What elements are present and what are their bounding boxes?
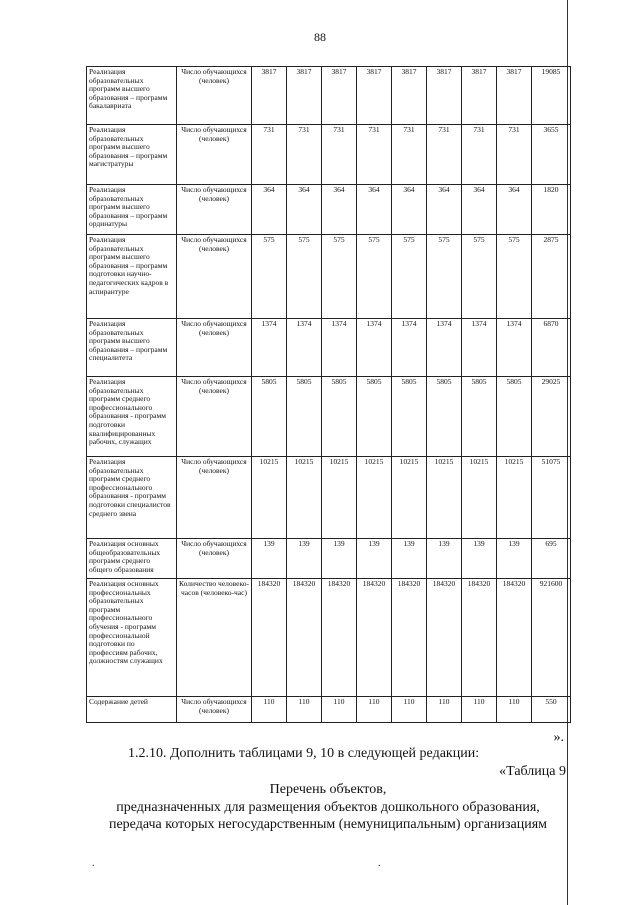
row-unit-cell: Число обучающихся (человек) [177,539,252,579]
row-value-cell: 1374 [287,319,322,377]
row-total-cell: 6870 [532,319,571,377]
row-unit-cell: Число обучающихся (человек) [177,235,252,319]
row-value-cell: 1374 [322,319,357,377]
footer-mark-right: . [378,858,381,869]
row-value-cell: 10215 [392,457,427,539]
row-unit-cell: Число обучающихся (человек) [177,125,252,185]
row-value-cell: 139 [392,539,427,579]
row-value-cell: 5805 [497,377,532,457]
table-row [87,457,571,539]
row-value-cell: 364 [497,185,532,235]
row-value-cell: 5805 [427,377,462,457]
row-value-cell: 575 [357,235,392,319]
row-name-cell: Реализация образовательных программ высшего образования – программ магистратуры [87,125,177,185]
row-value-cell: 364 [392,185,427,235]
row-value-cell: 10215 [287,457,322,539]
row-value-cell: 3817 [497,67,532,125]
row-value-cell: 1374 [427,319,462,377]
table-row [87,539,571,579]
row-value-cell: 575 [287,235,322,319]
row-value-cell: 5805 [322,377,357,457]
row-unit-cell: Число обучающихся (человек) [177,377,252,457]
row-name-cell: Реализация основных общеобразовательных программ среднего общего образования [87,539,177,579]
row-value-cell: 731 [427,125,462,185]
table-row [87,319,571,377]
row-value-cell: 1374 [462,319,497,377]
row-value-cell: 184320 [252,579,287,697]
table-row [87,377,571,457]
row-value-cell: 139 [462,539,497,579]
row-unit-cell: Число обучающихся (человек) [177,319,252,377]
row-value-cell: 364 [252,185,287,235]
row-value-cell: 3817 [427,67,462,125]
list-heading-line-3: передача которых негосударственным (немуниципальным) организациям [108,817,548,832]
row-value-cell: 3817 [322,67,357,125]
row-value-cell: 139 [357,539,392,579]
row-unit-cell: Число обучающихся (человек) [177,67,252,125]
row-value-cell: 110 [252,697,287,723]
row-name-cell: Реализация образовательных программ высшего образования – программ бакалавриата [87,67,177,125]
row-total-cell: 29025 [532,377,571,457]
closing-quote: ». [553,730,564,745]
list-heading-line-1: Перечень объектов, [269,782,387,797]
row-value-cell: 10215 [322,457,357,539]
row-value-cell: 731 [497,125,532,185]
row-name-cell: Реализация образовательных программ высшего образования – программ подготовки научно-педагогических кадров в аспирантуре [87,235,177,319]
row-value-cell: 364 [357,185,392,235]
row-value-cell: 731 [287,125,322,185]
row-value-cell: 364 [462,185,497,235]
row-total-cell: 921600 [532,579,571,697]
row-value-cell: 575 [322,235,357,319]
table-row [87,235,571,319]
row-name-cell: Реализация основных профессиональных образовательных программ профессионального обучения - программ профессиональной подготовки по профессиям рабочих, должностям служащих [87,579,177,697]
row-unit-cell: Число обучающихся (человек) [177,185,252,235]
page-number: 88 [314,30,326,44]
row-unit-cell: Число обучающихся (человек) [177,457,252,539]
row-value-cell: 10215 [427,457,462,539]
row-value-cell: 110 [392,697,427,723]
row-value-cell: 10215 [357,457,392,539]
row-value-cell: 110 [497,697,532,723]
row-value-cell: 10215 [252,457,287,539]
row-value-cell: 1374 [357,319,392,377]
row-name-cell: Реализация образовательных программ среднего профессионального образования - программ подготовки специалистов среднего звена [87,457,177,539]
row-value-cell: 575 [392,235,427,319]
row-value-cell: 139 [322,539,357,579]
row-unit-cell: Количество человеко-часов (человеко-час) [177,579,252,697]
list-heading-line-2: предназначенных для размещения объектов дошкольного образования, [116,800,540,815]
table-9-label: «Таблица 9 [499,764,566,779]
row-value-cell: 110 [322,697,357,723]
row-name-cell: Реализация образовательных программ высшего образования – программ специалитета [87,319,177,377]
row-value-cell: 731 [462,125,497,185]
row-value-cell: 184320 [392,579,427,697]
row-value-cell: 3817 [287,67,322,125]
row-value-cell: 110 [357,697,392,723]
row-value-cell: 1374 [252,319,287,377]
row-value-cell: 731 [322,125,357,185]
row-value-cell: 1374 [497,319,532,377]
row-name-cell: Реализация образовательных программ высшего образования – программ ординатуры [87,185,177,235]
row-total-cell: 2875 [532,235,571,319]
row-value-cell: 139 [427,539,462,579]
row-total-cell: 3655 [532,125,571,185]
row-total-cell: 19085 [532,67,571,125]
directive-paragraph: 1.2.10. Дополнить таблицами 9, 10 в следующей редакции: [128,746,480,761]
row-value-cell: 139 [287,539,322,579]
footer-mark-left: . [92,858,95,869]
row-value-cell: 5805 [357,377,392,457]
row-value-cell: 184320 [427,579,462,697]
table-row [87,125,571,185]
row-value-cell: 575 [497,235,532,319]
row-total-cell: 550 [532,697,571,723]
row-value-cell: 184320 [462,579,497,697]
row-value-cell: 110 [287,697,322,723]
row-value-cell: 5805 [462,377,497,457]
row-value-cell: 10215 [497,457,532,539]
row-value-cell: 364 [322,185,357,235]
row-value-cell: 5805 [252,377,287,457]
row-total-cell: 1820 [532,185,571,235]
row-value-cell: 364 [287,185,322,235]
row-value-cell: 575 [427,235,462,319]
table-row [87,185,571,235]
row-value-cell: 731 [357,125,392,185]
row-value-cell: 5805 [392,377,427,457]
row-value-cell: 3817 [357,67,392,125]
row-value-cell: 184320 [322,579,357,697]
row-name-cell: Реализация образовательных программ среднего профессионального образования - программ подготовки квалифицированных рабочих, служащих [87,377,177,457]
row-value-cell: 5805 [287,377,322,457]
table-row [87,579,571,697]
row-value-cell: 139 [497,539,532,579]
row-value-cell: 575 [252,235,287,319]
row-value-cell: 110 [462,697,497,723]
row-total-cell: 695 [532,539,571,579]
row-total-cell: 51075 [532,457,571,539]
row-value-cell: 1374 [392,319,427,377]
row-value-cell: 10215 [462,457,497,539]
row-name-cell: Содержание детей [87,697,177,723]
table-row [87,697,571,723]
row-value-cell: 110 [427,697,462,723]
row-value-cell: 184320 [497,579,532,697]
row-value-cell: 3817 [252,67,287,125]
row-value-cell: 364 [427,185,462,235]
row-value-cell: 184320 [357,579,392,697]
row-value-cell: 731 [252,125,287,185]
table-row [87,67,571,125]
row-value-cell: 3817 [462,67,497,125]
row-value-cell: 731 [392,125,427,185]
row-value-cell: 575 [462,235,497,319]
row-value-cell: 184320 [287,579,322,697]
row-value-cell: 3817 [392,67,427,125]
row-unit-cell: Число обучающихся (человек) [177,697,252,723]
indicators-table [86,66,571,723]
row-value-cell: 139 [252,539,287,579]
